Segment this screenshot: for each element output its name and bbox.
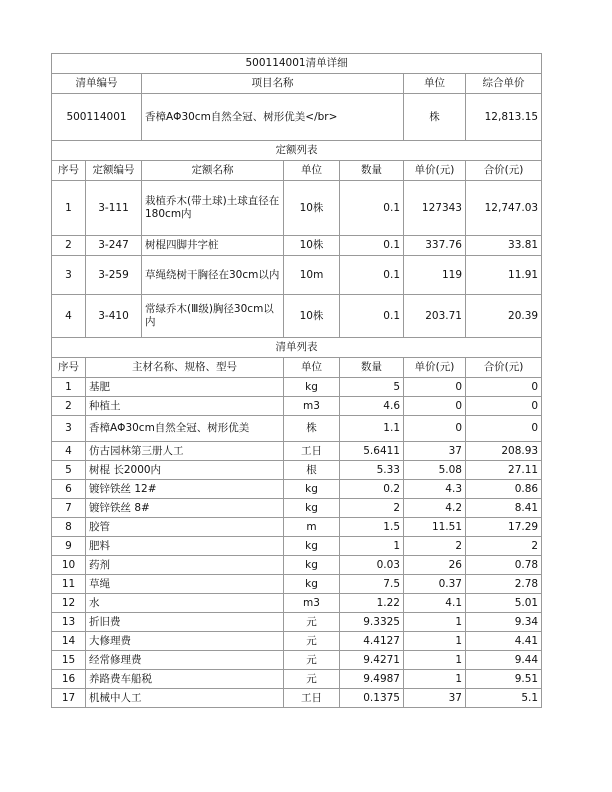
material-total: 0	[466, 378, 542, 397]
material-qty: 4.6	[340, 397, 404, 416]
material-header-no: 序号	[52, 358, 86, 378]
bill-unit: 株	[404, 94, 466, 141]
bill-name: 香樟AΦ30cm自然全冠、树形优美</br>	[142, 94, 404, 141]
quota-code: 3-259	[86, 256, 142, 295]
quota-section-title: 定额列表	[52, 141, 542, 161]
material-header-name: 主材名称、规格、型号	[86, 358, 284, 378]
material-no: 10	[52, 556, 86, 575]
material-total: 8.41	[466, 499, 542, 518]
material-row	[52, 594, 542, 613]
material-row	[52, 632, 542, 651]
quota-row	[52, 236, 542, 256]
material-no: 17	[52, 689, 86, 708]
material-no: 2	[52, 397, 86, 416]
quota-no: 2	[52, 236, 86, 256]
quota-no: 1	[52, 181, 86, 236]
material-row	[52, 499, 542, 518]
quota-no: 3	[52, 256, 86, 295]
quota-qty: 0.1	[340, 256, 404, 295]
bill-name-header: 项目名称	[142, 74, 404, 94]
material-name: 经常修理费	[86, 651, 284, 670]
material-qty: 7.5	[340, 575, 404, 594]
material-price: 0	[404, 378, 466, 397]
material-row	[52, 651, 542, 670]
material-name: 香樟AΦ30cm自然全冠、树形优美	[86, 416, 284, 442]
material-total: 9.44	[466, 651, 542, 670]
quota-header-total: 合价(元)	[466, 161, 542, 181]
material-price: 1	[404, 632, 466, 651]
material-qty: 4.4127	[340, 632, 404, 651]
bill-price: 12,813.15	[466, 94, 542, 141]
material-total: 5.01	[466, 594, 542, 613]
material-price: 37	[404, 689, 466, 708]
bill-price-header: 综合单价	[466, 74, 542, 94]
material-header-total: 合价(元)	[466, 358, 542, 378]
quota-code: 3-410	[86, 295, 142, 338]
material-qty: 9.3325	[340, 613, 404, 632]
material-total: 0	[466, 416, 542, 442]
material-row	[52, 442, 542, 461]
bill-header-row	[52, 74, 542, 94]
material-unit: kg	[284, 537, 340, 556]
quota-qty: 0.1	[340, 181, 404, 236]
material-name: 镀锌铁丝 12#	[86, 480, 284, 499]
quota-header-row	[52, 161, 542, 181]
material-no: 5	[52, 461, 86, 480]
material-total: 0	[466, 397, 542, 416]
material-row	[52, 575, 542, 594]
material-qty: 9.4271	[340, 651, 404, 670]
material-name: 树棍 长2000内	[86, 461, 284, 480]
material-no: 15	[52, 651, 86, 670]
material-unit: kg	[284, 575, 340, 594]
material-unit: 工日	[284, 689, 340, 708]
material-header-row	[52, 358, 542, 378]
bill-unit-header: 单位	[404, 74, 466, 94]
material-name: 机械中人工	[86, 689, 284, 708]
material-total: 17.29	[466, 518, 542, 537]
material-row	[52, 518, 542, 537]
quota-price: 203.71	[404, 295, 466, 338]
material-total: 9.34	[466, 613, 542, 632]
quota-row	[52, 295, 542, 338]
quota-qty: 0.1	[340, 295, 404, 338]
material-no: 7	[52, 499, 86, 518]
material-price: 1	[404, 651, 466, 670]
material-total: 2	[466, 537, 542, 556]
material-section-title: 清单列表	[52, 338, 542, 358]
material-no: 8	[52, 518, 86, 537]
material-no: 4	[52, 442, 86, 461]
material-row	[52, 397, 542, 416]
material-no: 1	[52, 378, 86, 397]
material-qty: 9.4987	[340, 670, 404, 689]
material-total: 9.51	[466, 670, 542, 689]
material-qty: 1.5	[340, 518, 404, 537]
material-unit: m3	[284, 594, 340, 613]
material-qty: 5.6411	[340, 442, 404, 461]
material-section-row	[52, 338, 542, 358]
quota-header-code: 定额编号	[86, 161, 142, 181]
material-price: 11.51	[404, 518, 466, 537]
material-no: 12	[52, 594, 86, 613]
material-unit: 根	[284, 461, 340, 480]
material-unit: 元	[284, 651, 340, 670]
quota-code: 3-247	[86, 236, 142, 256]
quota-no: 4	[52, 295, 86, 338]
quota-header-no: 序号	[52, 161, 86, 181]
material-row	[52, 378, 542, 397]
material-unit: kg	[284, 378, 340, 397]
material-no: 14	[52, 632, 86, 651]
quota-total: 33.81	[466, 236, 542, 256]
bill-detail-table	[51, 53, 542, 708]
material-name: 基肥	[86, 378, 284, 397]
material-price: 0	[404, 416, 466, 442]
material-header-unit: 单位	[284, 358, 340, 378]
material-row	[52, 689, 542, 708]
quota-price: 337.76	[404, 236, 466, 256]
material-no: 9	[52, 537, 86, 556]
material-row	[52, 416, 542, 442]
title-row	[52, 54, 542, 74]
bill-code: 500114001	[52, 94, 142, 141]
material-price: 1	[404, 613, 466, 632]
material-price: 2	[404, 537, 466, 556]
material-price: 4.1	[404, 594, 466, 613]
material-price: 37	[404, 442, 466, 461]
material-price: 1	[404, 670, 466, 689]
material-price: 4.3	[404, 480, 466, 499]
material-qty: 5.33	[340, 461, 404, 480]
material-qty: 5	[340, 378, 404, 397]
material-no: 3	[52, 416, 86, 442]
material-total: 5.1	[466, 689, 542, 708]
material-unit: kg	[284, 480, 340, 499]
material-unit: 株	[284, 416, 340, 442]
quota-header-price: 单价(元)	[404, 161, 466, 181]
material-price: 5.08	[404, 461, 466, 480]
material-unit: kg	[284, 499, 340, 518]
quota-total: 20.39	[466, 295, 542, 338]
material-name: 草绳	[86, 575, 284, 594]
material-qty: 0.03	[340, 556, 404, 575]
material-name: 镀锌铁丝 8#	[86, 499, 284, 518]
material-qty: 0.2	[340, 480, 404, 499]
material-total: 2.78	[466, 575, 542, 594]
quota-total: 11.91	[466, 256, 542, 295]
material-row	[52, 480, 542, 499]
material-unit: 元	[284, 670, 340, 689]
material-qty: 1	[340, 537, 404, 556]
material-unit: 元	[284, 613, 340, 632]
material-total: 4.41	[466, 632, 542, 651]
quota-qty: 0.1	[340, 236, 404, 256]
material-name: 仿古园林第三册人工	[86, 442, 284, 461]
material-unit: m	[284, 518, 340, 537]
quota-header-qty: 数量	[340, 161, 404, 181]
quota-name: 树棍四脚井字桩	[142, 236, 284, 256]
material-row	[52, 556, 542, 575]
quota-unit: 10株	[284, 295, 340, 338]
material-name: 养路费车船税	[86, 670, 284, 689]
material-row	[52, 613, 542, 632]
material-unit: 工日	[284, 442, 340, 461]
material-price: 26	[404, 556, 466, 575]
quota-unit: 10株	[284, 181, 340, 236]
quota-unit: 10株	[284, 236, 340, 256]
material-row	[52, 670, 542, 689]
quota-unit: 10m	[284, 256, 340, 295]
material-row	[52, 461, 542, 480]
material-header-qty: 数量	[340, 358, 404, 378]
quota-row	[52, 181, 542, 236]
quota-name: 草绳绕树干胸径在30cm以内	[142, 256, 284, 295]
material-no: 13	[52, 613, 86, 632]
material-price: 0	[404, 397, 466, 416]
material-name: 药剂	[86, 556, 284, 575]
page-title: 500114001清单详细	[52, 54, 542, 74]
material-no: 11	[52, 575, 86, 594]
material-unit: kg	[284, 556, 340, 575]
bill-code-header: 清单编号	[52, 74, 142, 94]
material-total: 0.78	[466, 556, 542, 575]
quota-header-unit: 单位	[284, 161, 340, 181]
quota-name: 栽植乔木(带土球)土球直径在180cm内	[142, 181, 284, 236]
material-total: 0.86	[466, 480, 542, 499]
material-unit: m3	[284, 397, 340, 416]
material-unit: 元	[284, 632, 340, 651]
material-qty: 0.1375	[340, 689, 404, 708]
material-no: 16	[52, 670, 86, 689]
material-qty: 1.1	[340, 416, 404, 442]
bill-detail-sheet	[51, 53, 541, 708]
material-total: 208.93	[466, 442, 542, 461]
material-name: 胶管	[86, 518, 284, 537]
quota-code: 3-111	[86, 181, 142, 236]
quota-row	[52, 256, 542, 295]
material-name: 肥料	[86, 537, 284, 556]
quota-section-row	[52, 141, 542, 161]
quota-total: 12,747.03	[466, 181, 542, 236]
material-header-price: 单价(元)	[404, 358, 466, 378]
quota-price: 119	[404, 256, 466, 295]
bill-row	[52, 94, 542, 141]
material-total: 27.11	[466, 461, 542, 480]
material-name: 种植土	[86, 397, 284, 416]
quota-price: 127343	[404, 181, 466, 236]
quota-name: 常绿乔木(Ⅲ级)胸径30cm以内	[142, 295, 284, 338]
material-price: 0.37	[404, 575, 466, 594]
material-name: 折旧费	[86, 613, 284, 632]
material-price: 4.2	[404, 499, 466, 518]
quota-header-name: 定额名称	[142, 161, 284, 181]
material-name: 水	[86, 594, 284, 613]
material-row	[52, 537, 542, 556]
material-qty: 1.22	[340, 594, 404, 613]
material-name: 大修理费	[86, 632, 284, 651]
material-qty: 2	[340, 499, 404, 518]
material-no: 6	[52, 480, 86, 499]
